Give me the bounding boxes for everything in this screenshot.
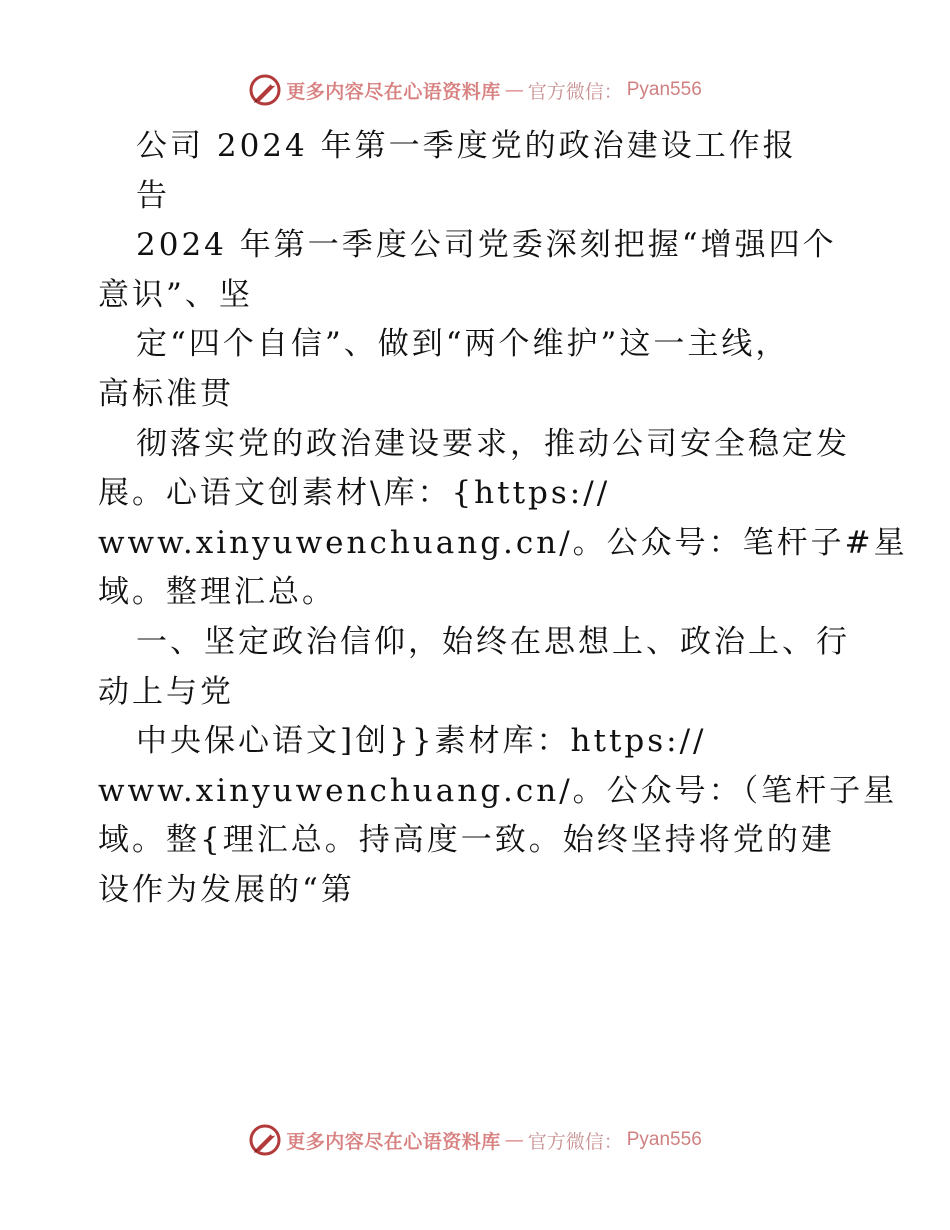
header-banner [0,70,950,110]
footer-banner-content [248,1123,702,1157]
header-banner-text: 更多内容尽在心语资料库 [286,80,501,103]
header-banner-wechat-id: Pyan556 [626,79,702,100]
doc-line: 意识”、坚 [98,276,253,313]
header-banner-dash: — [504,79,524,101]
footer-banner-wechat-id: Pyan556 [626,1129,702,1150]
doc-line: 中央保心语文]创}}素材库：https:// [136,723,707,760]
doc-section-heading: 一、坚定政治信仰，始终在思想上、政治上、行 [136,623,850,660]
doc-line: www.xinyuwenchuang.cn/。公众号：（笔杆子星 [98,772,898,809]
doc-title-line-1: 公司 2024 年第一季度党的政治建设工作报 [136,128,797,164]
doc-line: www.xinyuwenchuang.cn/。公众号：笔杆子#星 [98,524,908,561]
header-banner-official: 官方微信： [527,80,623,103]
doc-line: 域。整{理汇总。持高度一致。始终坚持将党的建 [98,822,835,859]
pen-logo-icon [248,1123,282,1157]
footer-banner-dash: — [504,1129,524,1151]
footer-banner [0,1120,950,1160]
doc-line: 定“四个自信”、做到“两个维护”这一主线， [136,326,790,363]
doc-title-line-2: 告 [136,177,170,214]
doc-line: 动上与党 [98,673,234,710]
doc-line: 设作为发展的“第 [98,871,355,908]
footer-banner-text: 更多内容尽在心语资料库 [286,1130,501,1153]
document-body [98,122,908,916]
doc-line: 域。整理汇总。 [98,574,336,611]
footer-banner-official: 官方微信： [527,1130,623,1153]
doc-line: 展。心语文创素材\库：{https:// [98,475,611,512]
doc-line: 高标准贯 [98,375,234,412]
pen-logo-icon [248,73,282,107]
doc-line: 2024 年第一季度公司党委深刻把握“增强四个 [136,227,837,264]
doc-line: 彻落实党的政治建设要求，推动公司安全稳定发 [136,425,850,462]
header-banner-content [248,73,702,107]
